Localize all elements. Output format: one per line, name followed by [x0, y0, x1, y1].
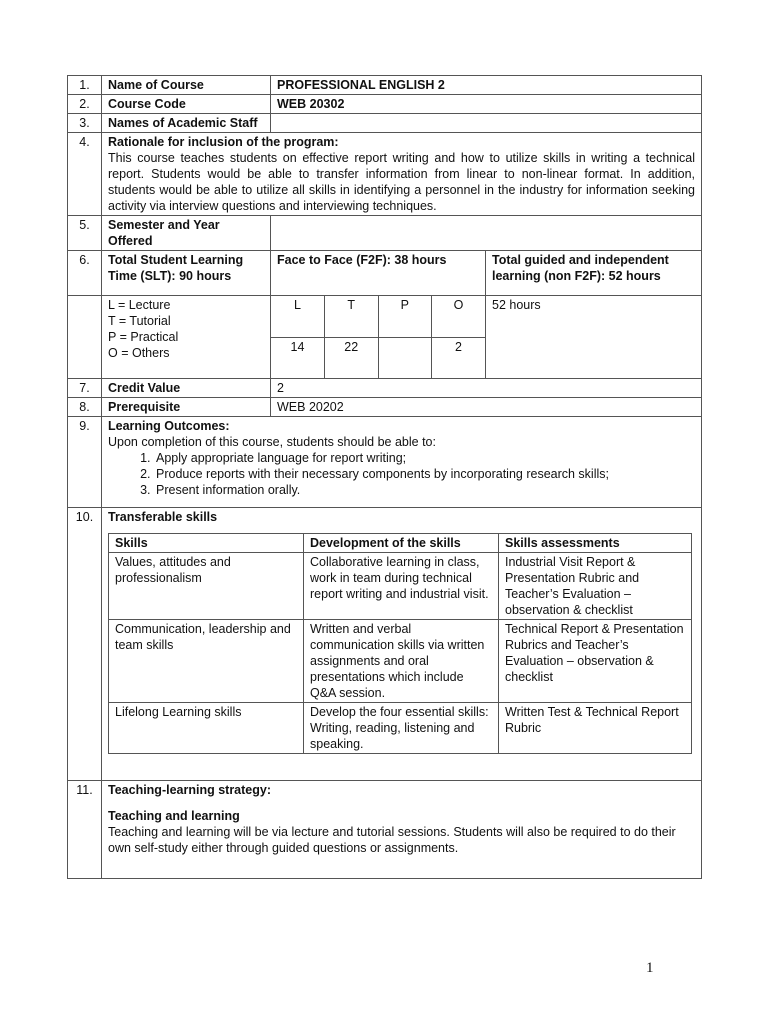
- development-cell: Develop the four essential skills: Writing, reading, listening and speaking.: [304, 703, 499, 754]
- list-item: 3. Present information orally.: [154, 482, 695, 498]
- learning-outcomes-intro: Upon completion of this course, students should be able to:: [108, 435, 436, 449]
- row-semester: [68, 216, 702, 251]
- field-label: Name of Course: [102, 76, 271, 95]
- row-slt: [68, 251, 702, 296]
- assessment-cell: Technical Report & Presentation Rubrics and Teacher’s Evaluation – observation & checklist: [499, 620, 692, 703]
- row-prerequisite: [68, 398, 702, 417]
- row-number-empty: [68, 296, 102, 379]
- row-number: 9.: [68, 417, 102, 508]
- slt-label: Total Student Learning Time (SLT): 90 hours: [102, 251, 271, 296]
- table-row: [109, 620, 692, 703]
- rationale-heading: Rationale for inclusion of the program:: [108, 135, 339, 149]
- field-label: Semester and Year Offered: [102, 216, 271, 251]
- header-others: O: [432, 296, 486, 337]
- teaching-strategy-cell: [102, 781, 702, 879]
- table-row: [109, 553, 692, 620]
- credit-value: 2: [271, 379, 702, 398]
- non-f2f-label: Total guided and independent learning (non F2F): 52 hours: [486, 251, 702, 296]
- transferable-skills-cell: [102, 508, 702, 781]
- value-tutorial: 22: [325, 337, 379, 378]
- skill-cell: Values, attitudes and professionalism: [109, 553, 304, 620]
- field-label: Credit Value: [102, 379, 271, 398]
- row-number: 6.: [68, 251, 102, 296]
- legend-others: O = Others: [108, 346, 170, 360]
- legend-tutorial: T = Tutorial: [108, 314, 171, 328]
- legend-practical: P = Practical: [108, 330, 179, 344]
- f2f-label: Face to Face (F2F): 38 hours: [271, 251, 486, 296]
- row-number: 1.: [68, 76, 102, 95]
- row-course-name: [68, 76, 702, 95]
- value-practical: [378, 337, 432, 378]
- hours-value-row: [271, 337, 485, 378]
- header-practical: P: [378, 296, 432, 337]
- field-label: Prerequisite: [102, 398, 271, 417]
- assessment-cell: Written Test & Technical Report Rubric: [499, 703, 692, 754]
- learning-outcomes-heading: Learning Outcomes:: [108, 419, 230, 433]
- value-lecture: 14: [271, 337, 325, 378]
- development-cell: Collaborative learning in class, work in team during technical report writing and industrial visit.: [304, 553, 499, 620]
- assessment-header: Skills assessments: [499, 534, 692, 553]
- skill-cell: Lifelong Learning skills: [109, 703, 304, 754]
- value-others: 2: [432, 337, 486, 378]
- row-slt-breakdown: [68, 296, 702, 379]
- row-rationale: [68, 133, 702, 216]
- field-label: Course Code: [102, 95, 271, 114]
- teaching-text: Teaching and learning will be via lecture and tutorial sessions. Students will also be required to do their own self-study either through guided questions or assignments.: [108, 825, 676, 855]
- row-number: 8.: [68, 398, 102, 417]
- row-number: 5.: [68, 216, 102, 251]
- hours-breakdown-cell: [271, 296, 486, 379]
- hours-header-row: [271, 296, 485, 337]
- skill-cell: Communication, leadership and team skills: [109, 620, 304, 703]
- rationale-text: This course teaches students on effective report writing and how to utilize skills in writing a technical report. Students would be able to transfer information from linear to non-linear format. In addition, students would be able to utilize all skills in identifying a personnel in the industry for information seeking activity via interview questions and interviewing techniques.: [108, 151, 696, 213]
- skills-header-row: [109, 534, 692, 553]
- non-f2f-hours: 52 hours: [486, 296, 702, 379]
- course-info-table: [67, 75, 702, 879]
- list-item: 2. Produce reports with their necessary components by incorporating research skills;: [154, 466, 695, 482]
- legend-lecture: L = Lecture: [108, 298, 171, 312]
- row-course-code: [68, 95, 702, 114]
- semester-value: [271, 216, 702, 251]
- teaching-strategy-heading: Teaching-learning strategy:: [108, 783, 271, 797]
- row-number: 2.: [68, 95, 102, 114]
- row-teaching-strategy: [68, 781, 702, 879]
- learning-outcomes-list: [108, 450, 695, 498]
- course-document: [67, 75, 701, 879]
- skills-header: Skills: [109, 534, 304, 553]
- course-name-value: PROFESSIONAL ENGLISH 2: [271, 76, 702, 95]
- spacer: [108, 798, 695, 808]
- row-number: 11.: [68, 781, 102, 879]
- hours-breakdown-table: [271, 296, 485, 378]
- row-credit-value: [68, 379, 702, 398]
- table-row: [109, 703, 692, 754]
- slt-legend: [102, 296, 271, 379]
- header-tutorial: T: [325, 296, 379, 337]
- prerequisite-value: WEB 20202: [271, 398, 702, 417]
- row-learning-outcomes: [68, 417, 702, 508]
- assessment-cell: Industrial Visit Report & Presentation Rubric and Teacher’s Evaluation – observation & checklist: [499, 553, 692, 620]
- header-lecture: L: [271, 296, 325, 337]
- row-number: 10.: [68, 508, 102, 781]
- transferable-skills-heading: Transferable skills: [108, 510, 218, 524]
- development-cell: Written and verbal communication skills via written assignments and oral presentations which include Q&A session.: [304, 620, 499, 703]
- skills-table: [108, 533, 692, 754]
- page-number: 1: [646, 960, 654, 976]
- list-item: 1. Apply appropriate language for report writing;: [154, 450, 695, 466]
- development-header: Development of the skills: [304, 534, 499, 553]
- field-label: Names of Academic Staff: [102, 114, 271, 133]
- rationale-cell: [102, 133, 702, 216]
- row-academic-staff: [68, 114, 702, 133]
- row-number: 7.: [68, 379, 102, 398]
- row-number: 3.: [68, 114, 102, 133]
- row-transferable-skills: [68, 508, 702, 781]
- learning-outcomes-cell: [102, 417, 702, 508]
- academic-staff-value: [271, 114, 702, 133]
- course-code-value: WEB 20302: [271, 95, 702, 114]
- teaching-subheading: Teaching and learning: [108, 809, 240, 823]
- row-number: 4.: [68, 133, 102, 216]
